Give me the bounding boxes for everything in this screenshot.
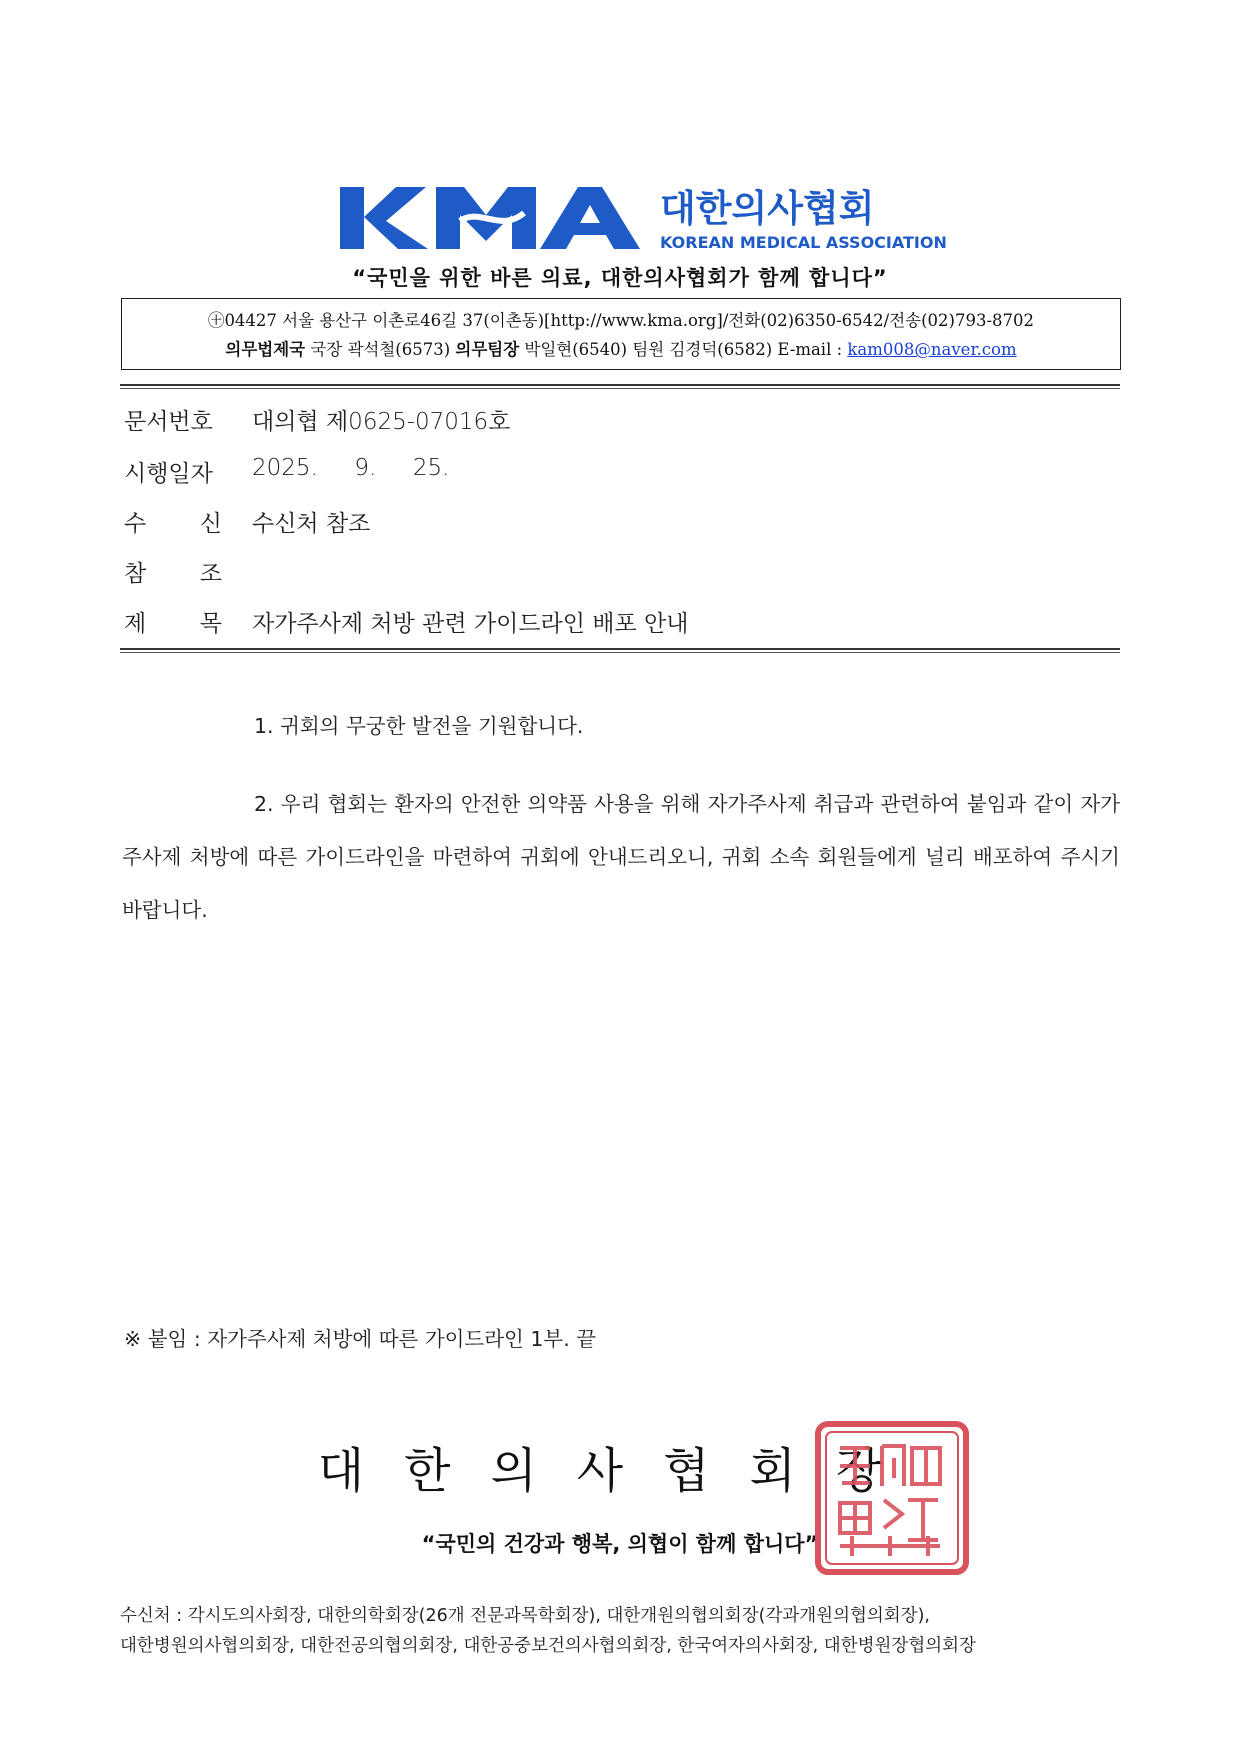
recipient-value: 수신처 참조 [252, 511, 371, 537]
attachment-note: ※ 붙임 : 자가주사제 처방에 따른 가이드라인 1부. 끝 [124, 1327, 597, 1351]
official-seal-icon [812, 1418, 972, 1578]
logo-korean-text: 대한의사협회 [660, 187, 875, 230]
subject-row [124, 605, 1114, 645]
date-label: 시행일자 [124, 461, 213, 487]
doc-number-value: 대의협 제0625-07016호 [252, 409, 511, 435]
recipients-line-1: 수신처 : 각시도의사회장, 대한의학회장(26개 전문과목학회장), 대한개원의협의회장(각과개원의협의회장), [120, 1606, 930, 1626]
team-label: 의무팀장 [455, 340, 520, 359]
header-slogan: “국민을 위한 바른 의료, 대한의사협회가 함께 합니다” [352, 266, 888, 290]
logo-english-text: KOREAN MEDICAL ASSOCIATION [660, 233, 947, 252]
doc-number-row [124, 403, 1114, 443]
recipient-row [124, 505, 1114, 545]
subject-label: 제 목 [124, 611, 222, 637]
recipient-label: 수 신 [124, 511, 222, 537]
recipients-line-2: 대한병원의사협의회장, 대한전공의협의회장, 대한공중보건의사협의회장, 한국여자의사회장, 대한병원장협의회장 [120, 1636, 976, 1656]
body-paragraph-2: 2. 우리 협회는 환자의 안전한 의약품 사용을 위해 자가주사제 취급과 관련하여 붙임과 같이 자가주사제 처방에 따른 가이드라인을 마련하여 귀회에 안내드리오니, 귀회 소속 회원들에게 널리 배포하여 주시기 바랍니다. [122, 792, 1120, 922]
date-row [124, 455, 1114, 495]
dept-text: 국장 곽석철(6573) [305, 340, 456, 359]
contact-staff [122, 336, 1120, 360]
subject-value: 자가주사제 처방 관련 가이드라인 배포 안내 [252, 611, 689, 637]
header-divider [120, 384, 1120, 389]
reference-label: 참 조 [124, 561, 222, 587]
dept-label: 의무법제국 [225, 340, 306, 359]
meta-divider [120, 648, 1120, 653]
reference-row [124, 555, 1114, 595]
date-value: 2025. 9. 25. [252, 455, 450, 481]
email-link[interactable]: kam008@naver.com [847, 340, 1017, 359]
kma-logo [340, 183, 947, 253]
contact-address: ㊉04427 서울 용산구 이촌로46길 37(이촌동)[http://www.kma.org]/전화(02)6350-6542/전송(02)793-8702 [207, 311, 1035, 330]
team-text: 박일현(6540) 팀원 김경덕(6582) E-mail : [519, 340, 848, 359]
body-paragraph-1: 1. 귀회의 무궁한 발전을 기원합니다. [254, 714, 584, 738]
signer-title: 대한의사협회장 [317, 1443, 923, 1499]
contact-box [121, 298, 1121, 370]
footer-slogan: “국민의 건강과 행복, 의협이 함께 합니다” [421, 1532, 819, 1556]
doc-number-label: 문서번호 [124, 409, 213, 435]
